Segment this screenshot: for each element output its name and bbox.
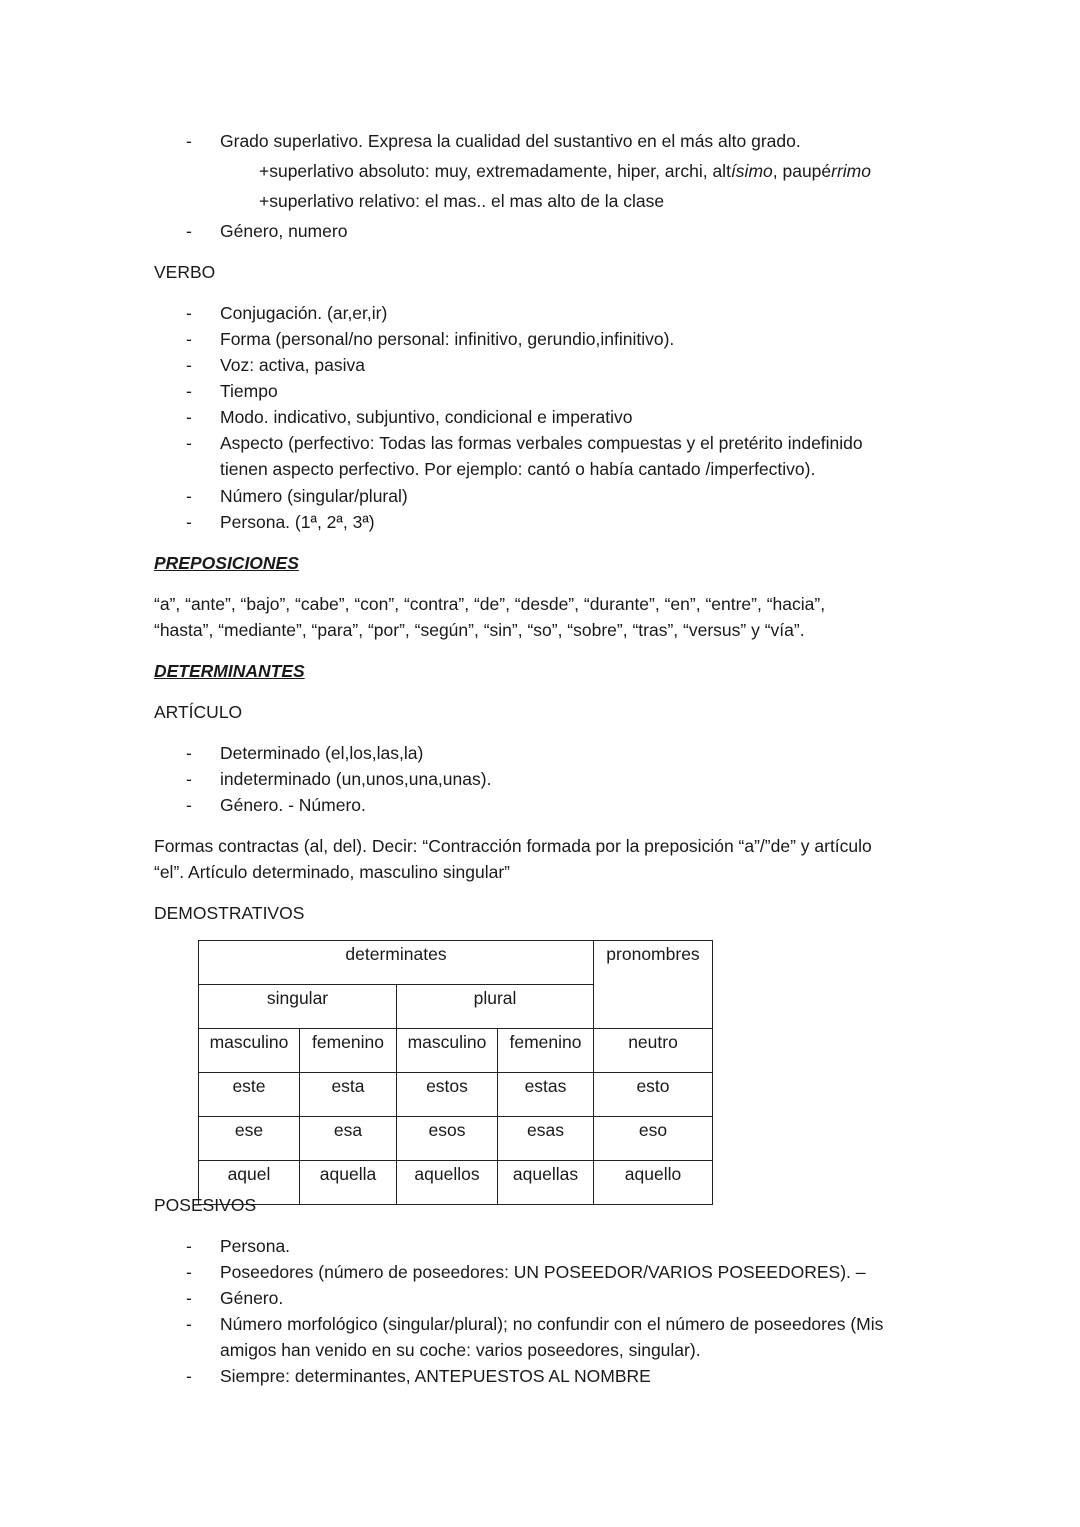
table-cell: ese (199, 1117, 300, 1161)
table-cell: aquella (300, 1161, 397, 1205)
superlativo-text: Grado superlativo. Expresa la cualidad del sustantivo en el más alto grado. (220, 131, 801, 151)
verbo-item: Voz: activa, pasiva (220, 355, 365, 375)
contractas-line: Formas contractas (al, del). Decir: “Contracción formada por la preposición “a”/”de” y artículo (154, 836, 872, 856)
bullet-dash (186, 1366, 198, 1387)
table-row (199, 1161, 713, 1205)
bullet-dash (186, 486, 198, 507)
verbo-item-continuation: tienen aspecto perfectivo. Por ejemplo: cantó o había cantado /imperfectivo). (220, 459, 816, 479)
preposiciones-title: PREPOSICIONES (154, 553, 299, 573)
table-cell: eso (594, 1117, 713, 1161)
demostrativos-title: DEMOSTRATIVOS (154, 903, 305, 923)
header-determinates: determinates (199, 941, 594, 985)
bullet-dash (186, 1262, 198, 1283)
table-row (199, 1029, 713, 1073)
table-cell: estos (397, 1073, 498, 1117)
bullet-dash (186, 1236, 198, 1257)
table-cell: esos (397, 1117, 498, 1161)
contractas-line: “el”. Artículo determinado, masculino singular” (154, 862, 510, 882)
table-cell: esa (300, 1117, 397, 1161)
posesivos-item: Poseedores (número de poseedores: UN POSEEDOR/VARIOS POSEEDORES). – (220, 1262, 866, 1282)
bullet-dash (186, 221, 198, 242)
superlativo-relativo-text: +superlativo relativo: el mas.. el mas alto de la clase (259, 191, 665, 211)
bullet-dash (186, 512, 198, 533)
articulo-item: Determinado (el,los,las,la) (220, 743, 424, 763)
articulo-title: ARTÍCULO (154, 702, 243, 722)
preposiciones-line: “hasta”, “mediante”, “para”, “por”, “según”, “sin”, “so”, “sobre”, “tras”, “versus” y “vía”. (154, 620, 805, 640)
posesivos-item: Número morfológico (singular/plural); no confundir con el número de poseedores (Mis (220, 1314, 884, 1334)
column-header: masculino (397, 1029, 498, 1073)
header-pronombres: pronombres (594, 941, 713, 1029)
table-cell: aquellas (498, 1161, 594, 1205)
articulo-item: Género. - Número. (220, 795, 366, 815)
header-singular: singular (199, 985, 397, 1029)
preposiciones-line: “a”, “ante”, “bajo”, “cabe”, “con”, “contra”, “de”, “desde”, “durante”, “en”, “entre”, “hacia”, (154, 594, 826, 614)
table-cell: aquellos (397, 1161, 498, 1205)
bullet-dash (186, 1314, 198, 1335)
table-cell: esas (498, 1117, 594, 1161)
table-row (199, 941, 713, 985)
bullet-dash (186, 381, 198, 402)
bullet-dash (186, 433, 198, 454)
column-header: masculino (199, 1029, 300, 1073)
verbo-item: Conjugación. (ar,er,ir) (220, 303, 388, 323)
table-cell: estas (498, 1073, 594, 1117)
verbo-item: Modo. indicativo, subjuntivo, condicional e imperativo (220, 407, 633, 427)
bullet-dash (186, 407, 198, 428)
bullet-dash (186, 1288, 198, 1309)
table-cell: este (199, 1073, 300, 1117)
posesivos-item: Persona. (220, 1236, 291, 1256)
table-cell: aquello (594, 1161, 713, 1205)
verbo-item: Persona. (1ª, 2ª, 3ª) (220, 512, 375, 532)
bullet-dash (186, 743, 198, 764)
articulo-item: indeterminado (un,unos,una,unas). (220, 769, 492, 789)
verbo-item: Tiempo (220, 381, 278, 401)
table-row (199, 1117, 713, 1161)
table-cell: esto (594, 1073, 713, 1117)
genero-numero-text: Género, numero (220, 221, 348, 241)
bullet-dash (186, 131, 198, 152)
posesivos-item: Género. (220, 1288, 284, 1308)
bullet-dash (186, 355, 198, 376)
header-plural: plural (397, 985, 594, 1029)
table-cell: esta (300, 1073, 397, 1117)
table-row (199, 1073, 713, 1117)
bullet-dash (186, 329, 198, 350)
verbo-title: VERBO (154, 262, 216, 282)
determinantes-title: DETERMINANTES (154, 661, 305, 681)
column-header: neutro (594, 1029, 713, 1073)
column-header: femenino (498, 1029, 594, 1073)
bullet-dash (186, 303, 198, 324)
verbo-item: Número (singular/plural) (220, 486, 408, 506)
verbo-item: Forma (personal/no personal: infinitivo, gerundio,infinitivo). (220, 329, 675, 349)
superlativo-absoluto-text: +superlativo absoluto: muy, extremadamente, hiper, archi, altísimo, paupérrimo (259, 161, 871, 181)
column-header: femenino (300, 1029, 397, 1073)
verbo-item: Aspecto (perfectivo: Todas las formas verbales compuestas y el pretérito indefinido (220, 433, 863, 453)
table-cell: aquel (199, 1161, 300, 1205)
posesivos-item: Siempre: determinantes, ANTEPUESTOS AL NOMBRE (220, 1366, 651, 1386)
bullet-dash (186, 769, 198, 790)
posesivos-title: POSESIVOS (154, 1195, 257, 1215)
bullet-dash (186, 795, 198, 816)
demostrativos-table (198, 940, 713, 1205)
posesivos-item-continuation: amigos han venido en su coche: varios poseedores, singular). (220, 1340, 701, 1360)
